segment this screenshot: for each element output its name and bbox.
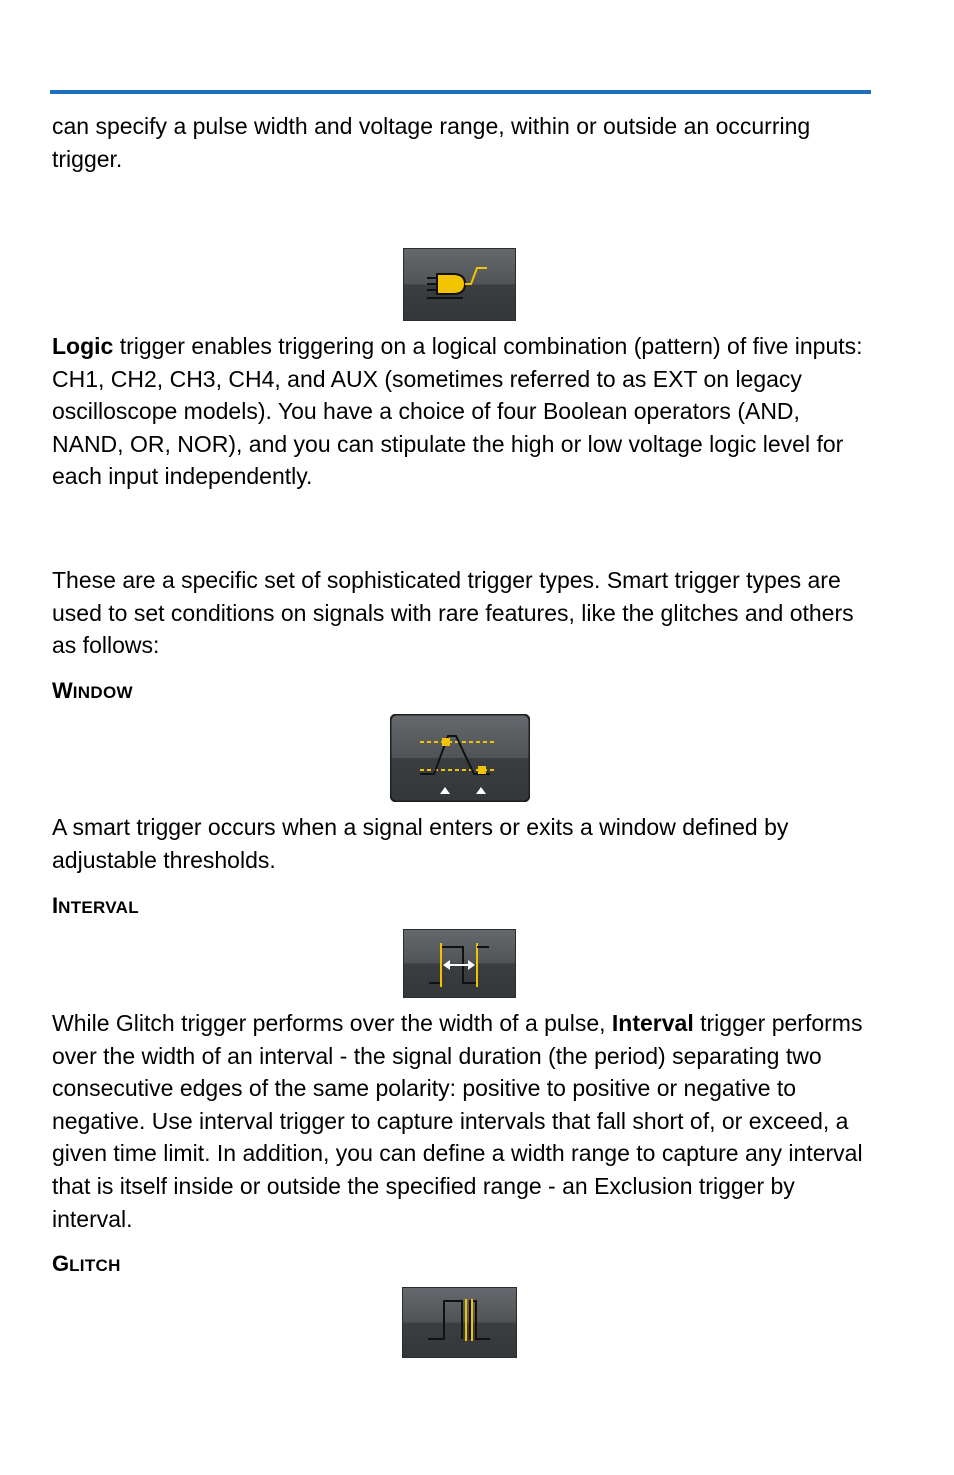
glitch-heading: GLITCH [52,1251,121,1276]
interval-heading: INTERVAL [52,893,139,918]
window-trigger-icon [390,714,530,802]
window-paragraph: A smart trigger occurs when a signal enters or exits a window defined by adjustable thresholds. [52,814,789,873]
glitch-trigger-icon [402,1287,517,1358]
logic-paragraph: Logic trigger enables triggering on a logical combination (pattern) of five inputs: CH1, CH2, CH3, CH4, and AUX (sometimes referred to as EXT on legacy oscilloscope models). You have a choice of four Boolean operators (AND, NAND, OR, NOR), and you can stipulate the high or low voltage logic level for each input independently. [52,333,863,490]
header-rule [50,90,871,94]
interval-trigger-icon [403,929,516,998]
intro-paragraph: can specify a pulse width and voltage range, within or outside an occurring trigger. [52,113,811,172]
smart-trigger-paragraph: These are a specific set of sophisticated trigger types. Smart trigger types are used to set conditions on signals with rare features, like the glitches and others as follows: [52,567,854,659]
interval-paragraph: While Glitch trigger performs over the width of a pulse, Interval trigger performs over the width of an interval - the signal duration (the period) separating two consecutive edges of the same polarity: positive to positive or negative to negative. Use interval trigger to capture intervals that fall short of, or exceed, a given time limit. In addition, you can define a width range to capture any interval that is itself inside or outside the specified range - an Exclusion trigger by interval. [52,1010,863,1232]
logic-gate-trigger-icon [403,248,516,321]
window-heading: WINDOW [52,678,133,703]
